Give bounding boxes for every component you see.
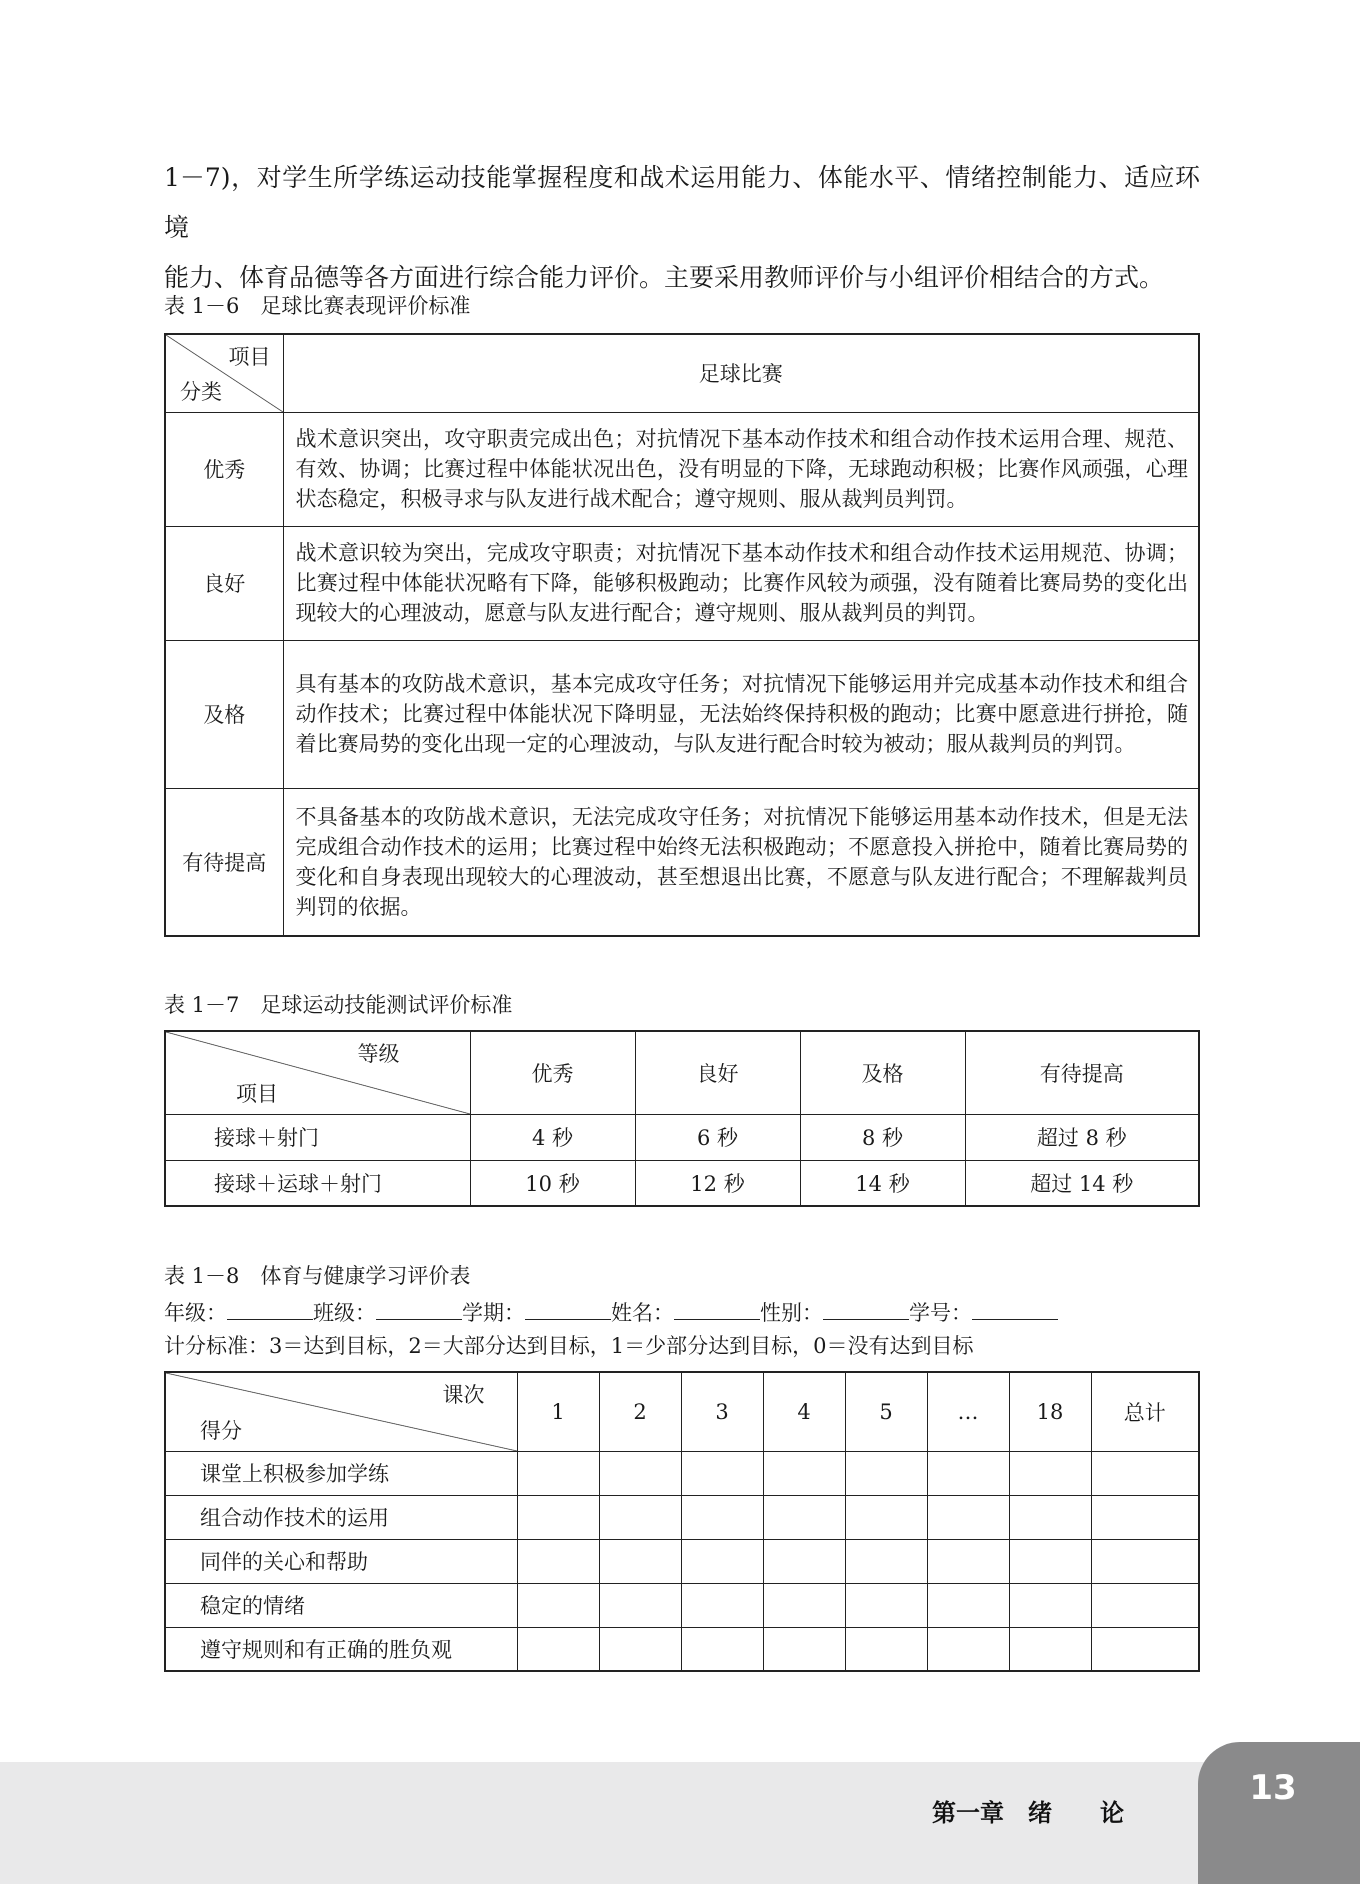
field-name-label: 姓名：	[611, 1301, 674, 1325]
score-cell[interactable]	[927, 1495, 1009, 1539]
table7-value: 14 秒	[800, 1160, 965, 1206]
field-id-blank[interactable]	[972, 1299, 1058, 1320]
score-cell[interactable]	[599, 1539, 681, 1583]
table8-header: 5	[845, 1372, 927, 1451]
score-cell[interactable]	[763, 1583, 845, 1627]
total-cell[interactable]	[1091, 1583, 1199, 1627]
table6-column-header: 足球比赛	[283, 334, 1199, 412]
table8-caption: 表 1－8 体育与健康学习评价表	[164, 1264, 471, 1288]
table8-corner-bottom: 得分	[200, 1418, 242, 1443]
intro-line-2: 能力、体育品德等各方面进行综合能力评价。主要采用教师评价与小组评价相结合的方式。	[164, 263, 1165, 292]
table6-corner-cell	[165, 334, 283, 412]
score-cell[interactable]	[681, 1627, 763, 1671]
total-cell[interactable]	[1091, 1539, 1199, 1583]
table7-corner-bottom: 项目	[236, 1081, 278, 1106]
table8-header: …	[927, 1372, 1009, 1451]
table7-value: 10 秒	[470, 1160, 635, 1206]
score-cell[interactable]	[927, 1583, 1009, 1627]
score-cell[interactable]	[1009, 1627, 1091, 1671]
table7-value: 超过 8 秒	[965, 1114, 1199, 1160]
table8-header: 2	[599, 1372, 681, 1451]
page-number-tab	[1198, 1742, 1360, 1884]
table7	[164, 1030, 1200, 1207]
table8-header: 1	[517, 1372, 599, 1451]
table7-header: 及格	[800, 1031, 965, 1114]
table7-header: 优秀	[470, 1031, 635, 1114]
score-cell[interactable]	[927, 1627, 1009, 1671]
table6-grade: 优秀	[165, 412, 283, 526]
score-cell[interactable]	[763, 1539, 845, 1583]
table8-header: 总计	[1091, 1372, 1199, 1451]
score-cell[interactable]	[681, 1495, 763, 1539]
field-term-label: 学期：	[462, 1301, 525, 1325]
table6-grade: 良好	[165, 526, 283, 640]
scoring-standard: 计分标准：3＝达到目标，2＝大部分达到目标，1＝少部分达到目标，0＝没有达到目标	[164, 1334, 974, 1358]
score-cell[interactable]	[517, 1451, 599, 1495]
table6-description: 战术意识较为突出，完成攻守职责；对抗情况下基本动作技术和组合动作技术运用规范、协调；比赛过程中体能状况略有下降，能够积极跑动；比赛作风较为顽强，没有随着比赛局势的变化出现较大的心理波动，愿意与队友进行配合；遵守规则、服从裁判员的判罚。	[283, 526, 1199, 640]
score-cell[interactable]	[599, 1451, 681, 1495]
score-cell[interactable]	[845, 1495, 927, 1539]
score-cell[interactable]	[845, 1627, 927, 1671]
field-name-blank[interactable]	[674, 1299, 760, 1320]
score-cell[interactable]	[517, 1539, 599, 1583]
score-cell[interactable]	[845, 1583, 927, 1627]
table6-caption: 表 1－6 足球比赛表现评价标准	[164, 294, 471, 318]
total-cell[interactable]	[1091, 1451, 1199, 1495]
table8-header: 4	[763, 1372, 845, 1451]
table8-row-label: 同伴的关心和帮助	[165, 1539, 517, 1583]
field-class-label: 班级：	[313, 1301, 376, 1325]
table7-header: 良好	[635, 1031, 800, 1114]
table7-value: 12 秒	[635, 1160, 800, 1206]
table8-corner-cell	[165, 1372, 517, 1451]
table6-corner-bottom: 分类	[180, 379, 222, 404]
page-number: 13	[1249, 1768, 1297, 1808]
table7-caption: 表 1－7 足球运动技能测试评价标准	[164, 993, 513, 1017]
score-cell[interactable]	[1009, 1583, 1091, 1627]
field-gender-label: 性别：	[760, 1301, 823, 1325]
score-cell[interactable]	[599, 1583, 681, 1627]
table7-item: 接球＋射门	[165, 1114, 470, 1160]
score-cell[interactable]	[517, 1495, 599, 1539]
score-cell[interactable]	[1009, 1495, 1091, 1539]
score-cell[interactable]	[927, 1539, 1009, 1583]
table6-description: 具有基本的攻防战术意识，基本完成攻守任务；对抗情况下能够运用并完成基本动作技术和组合动作技术；比赛过程中体能状况下降明显，无法始终保持积极的跑动；比赛中愿意进行拼抢，随着比赛局势的变化出现一定的心理波动，与队友进行配合时较为被动；服从裁判员的判罚。	[283, 640, 1199, 788]
table8-header: 18	[1009, 1372, 1091, 1451]
score-cell[interactable]	[1009, 1451, 1091, 1495]
score-cell[interactable]	[681, 1583, 763, 1627]
score-cell[interactable]	[927, 1451, 1009, 1495]
table6-description: 不具备基本的攻防战术意识，无法完成攻守任务；对抗情况下能够运用基本动作技术，但是无法完成组合动作技术的运用；比赛过程中始终无法积极跑动；不愿意投入拼抢中，随着比赛局势的变化和自身表现出现较大的心理波动，甚至想退出比赛，不愿意与队友进行配合；不理解裁判员判罚的依据。	[283, 788, 1199, 936]
score-cell[interactable]	[845, 1539, 927, 1583]
table7-value: 4 秒	[470, 1114, 635, 1160]
score-cell[interactable]	[681, 1539, 763, 1583]
table7-value: 8 秒	[800, 1114, 965, 1160]
score-cell[interactable]	[1009, 1539, 1091, 1583]
table8-header: 3	[681, 1372, 763, 1451]
table6	[164, 333, 1200, 937]
intro-paragraph	[164, 153, 1200, 303]
table7-corner-top: 等级	[357, 1042, 400, 1066]
field-id-label: 学号：	[909, 1301, 972, 1325]
score-cell[interactable]	[845, 1451, 927, 1495]
total-cell[interactable]	[1091, 1495, 1199, 1539]
score-cell[interactable]	[763, 1451, 845, 1495]
table6-grade: 及格	[165, 640, 283, 788]
chapter-title: 第一章 绪 论	[932, 1799, 1124, 1827]
score-cell[interactable]	[517, 1583, 599, 1627]
table7-item: 接球＋运球＋射门	[165, 1160, 470, 1206]
field-grade-blank[interactable]	[227, 1299, 313, 1320]
field-gender-blank[interactable]	[823, 1299, 909, 1320]
footer-band	[0, 1762, 1360, 1884]
table7-value: 超过 14 秒	[965, 1160, 1199, 1206]
score-cell[interactable]	[599, 1495, 681, 1539]
table8-row-label: 遵守规则和有正确的胜负观	[165, 1627, 517, 1671]
table8-row-label: 稳定的情绪	[165, 1583, 517, 1627]
table7-header: 有待提高	[965, 1031, 1199, 1114]
score-cell[interactable]	[763, 1627, 845, 1671]
table6-grade: 有待提高	[165, 788, 283, 936]
intro-line-1: 1－7)，对学生所学练运动技能掌握程度和战术运用能力、体能水平、情绪控制能力、适应环境	[164, 163, 1200, 242]
total-cell[interactable]	[1091, 1627, 1199, 1671]
table8	[164, 1371, 1200, 1672]
table7-corner-cell	[165, 1031, 470, 1114]
field-class-blank[interactable]	[376, 1299, 462, 1320]
table8-row-label: 课堂上积极参加学练	[165, 1451, 517, 1495]
table6-corner-top: 项目	[228, 345, 271, 369]
score-cell[interactable]	[599, 1627, 681, 1671]
field-grade-label: 年级：	[164, 1301, 227, 1325]
field-term-blank[interactable]	[525, 1299, 611, 1320]
score-cell[interactable]	[763, 1495, 845, 1539]
score-cell[interactable]	[517, 1627, 599, 1671]
table8-corner-top: 课次	[442, 1383, 485, 1407]
table8-row-label: 组合动作技术的运用	[165, 1495, 517, 1539]
score-cell[interactable]	[681, 1451, 763, 1495]
table7-value: 6 秒	[635, 1114, 800, 1160]
table6-description: 战术意识突出，攻守职责完成出色；对抗情况下基本动作技术和组合动作技术运用合理、规范、有效、协调；比赛过程中体能状况出色，没有明显的下降，无球跑动积极；比赛作风顽强，心理状态稳定，积极寻求与队友进行战术配合；遵守规则、服从裁判员判罚。	[283, 412, 1199, 526]
student-info-fields	[164, 1297, 1058, 1327]
